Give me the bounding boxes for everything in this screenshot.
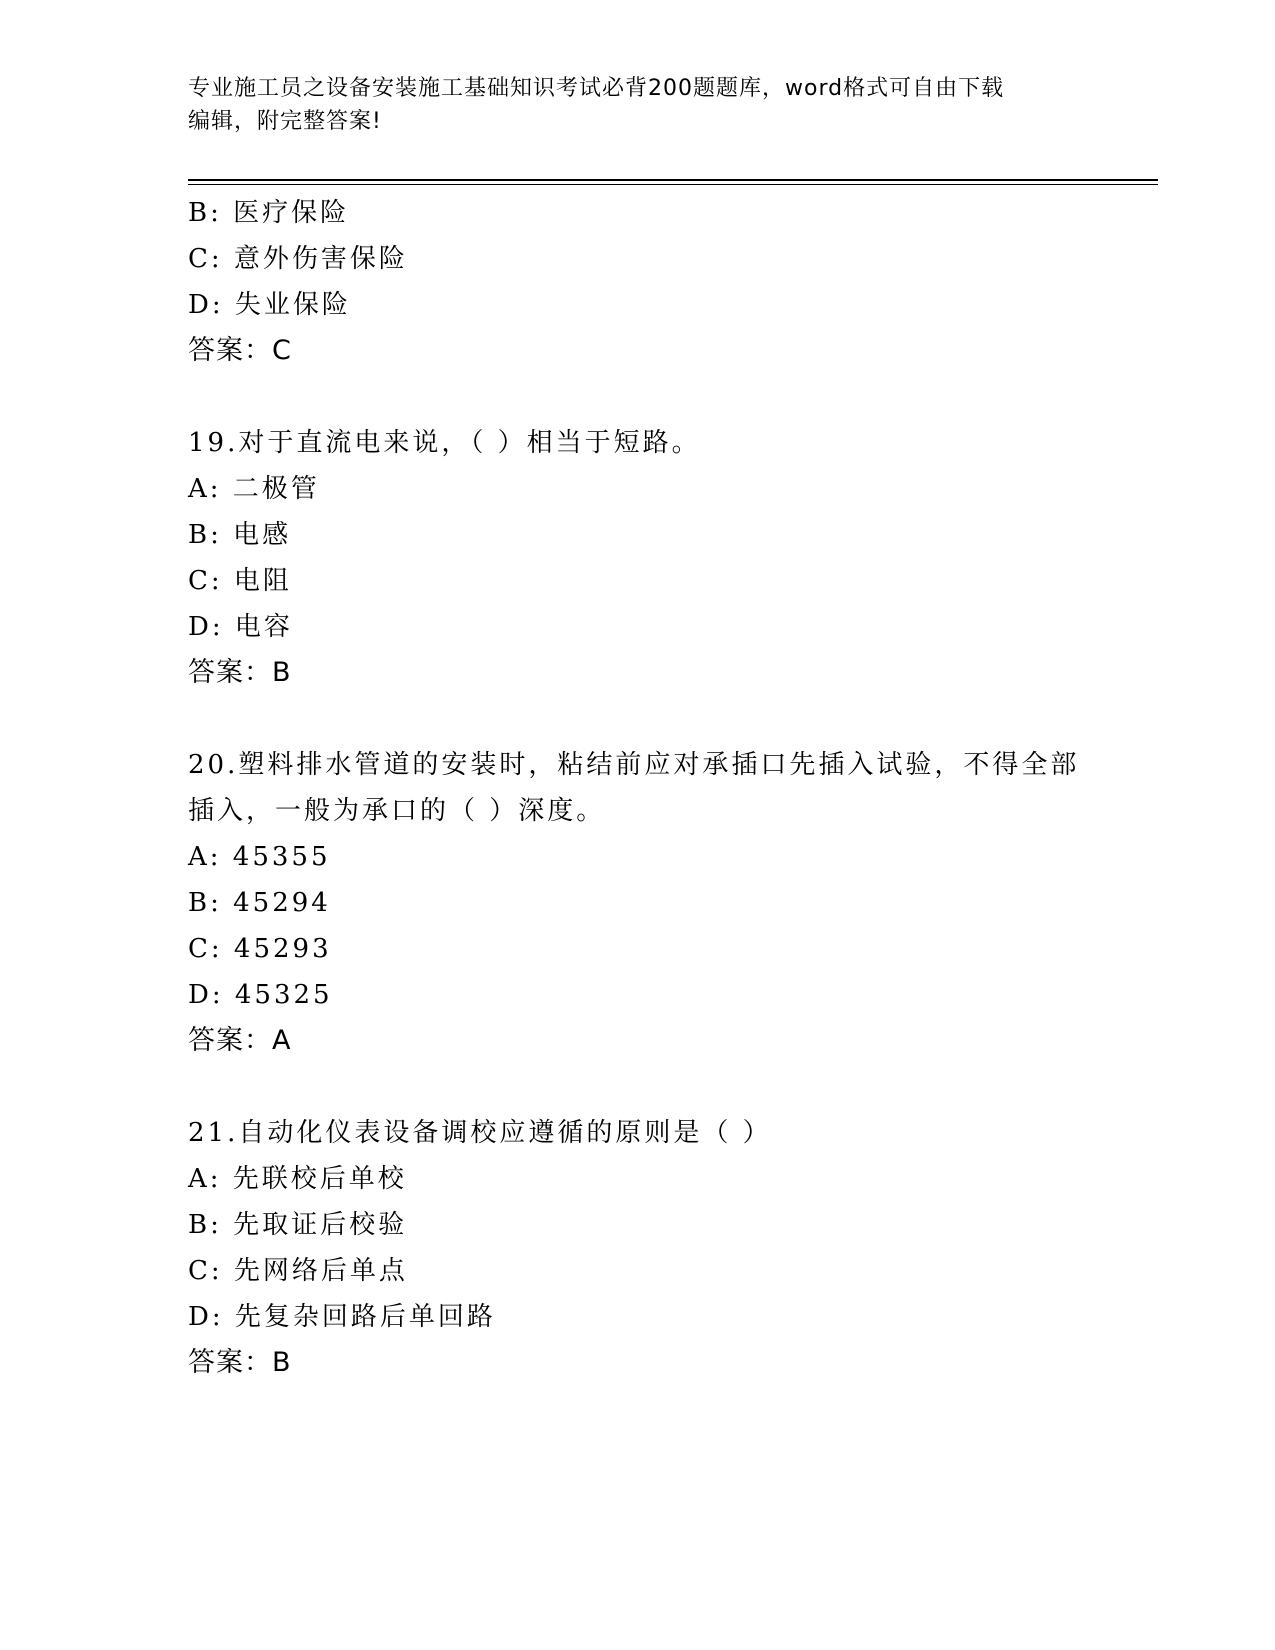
question-block-19 — [188, 420, 1118, 696]
spacer — [188, 374, 1118, 420]
option-b: B: 电感 — [188, 520, 292, 550]
option-b: B: 医疗保险 — [188, 198, 350, 228]
option-c: C: 意外伤害保险 — [188, 244, 408, 274]
option-a: A: 二极管 — [188, 474, 320, 504]
option-d: D: 电容 — [188, 612, 293, 642]
answer-line: 答案：C — [188, 335, 292, 366]
question-block-20 — [188, 742, 1118, 1064]
header-divider-thin — [188, 184, 1158, 185]
option-d: D: 先复杂回路后单回路 — [188, 1302, 496, 1332]
header-line-1: 专业施工员之设备安装施工基础知识考试必背200题题库，word格式可自由下载 — [188, 76, 1005, 101]
answer-line: 答案：B — [188, 657, 292, 688]
option-b: B: 先取证后校验 — [188, 1210, 408, 1240]
option-c: C: 先网络后单点 — [188, 1256, 408, 1286]
option-d: D: 45325 — [188, 980, 333, 1010]
option-c: C: 45293 — [188, 934, 332, 964]
question-block-21 — [188, 1110, 1118, 1386]
header-line-2: 编辑，附完整答案! — [188, 109, 382, 134]
answer-line: 答案：A — [188, 1025, 292, 1056]
question-stem-line-2: 插入，一般为承口的（ ）深度。 — [188, 796, 606, 826]
header-divider-thick — [188, 179, 1158, 181]
answer-line: 答案：B — [188, 1347, 292, 1378]
question-stem: 21.自动化仪表设备调校应遵循的原则是（ ） — [188, 1118, 772, 1148]
option-a: A: 先联校后单校 — [188, 1164, 407, 1194]
option-a: A: 45355 — [188, 842, 331, 872]
spacer — [188, 696, 1118, 742]
question-stem-line-1: 20.塑料排水管道的安装时，粘结前应对承插口先插入试验，不得全部 — [188, 750, 1080, 780]
document-header — [188, 72, 1088, 138]
question-block-18 — [188, 190, 1118, 374]
question-stem: 19.对于直流电来说，（ ）相当于短路。 — [188, 428, 701, 458]
question-list — [188, 190, 1118, 1386]
spacer — [188, 1064, 1118, 1110]
option-b: B: 45294 — [188, 888, 331, 918]
option-d: D: 失业保险 — [188, 290, 351, 320]
option-c: C: 电阻 — [188, 566, 292, 596]
